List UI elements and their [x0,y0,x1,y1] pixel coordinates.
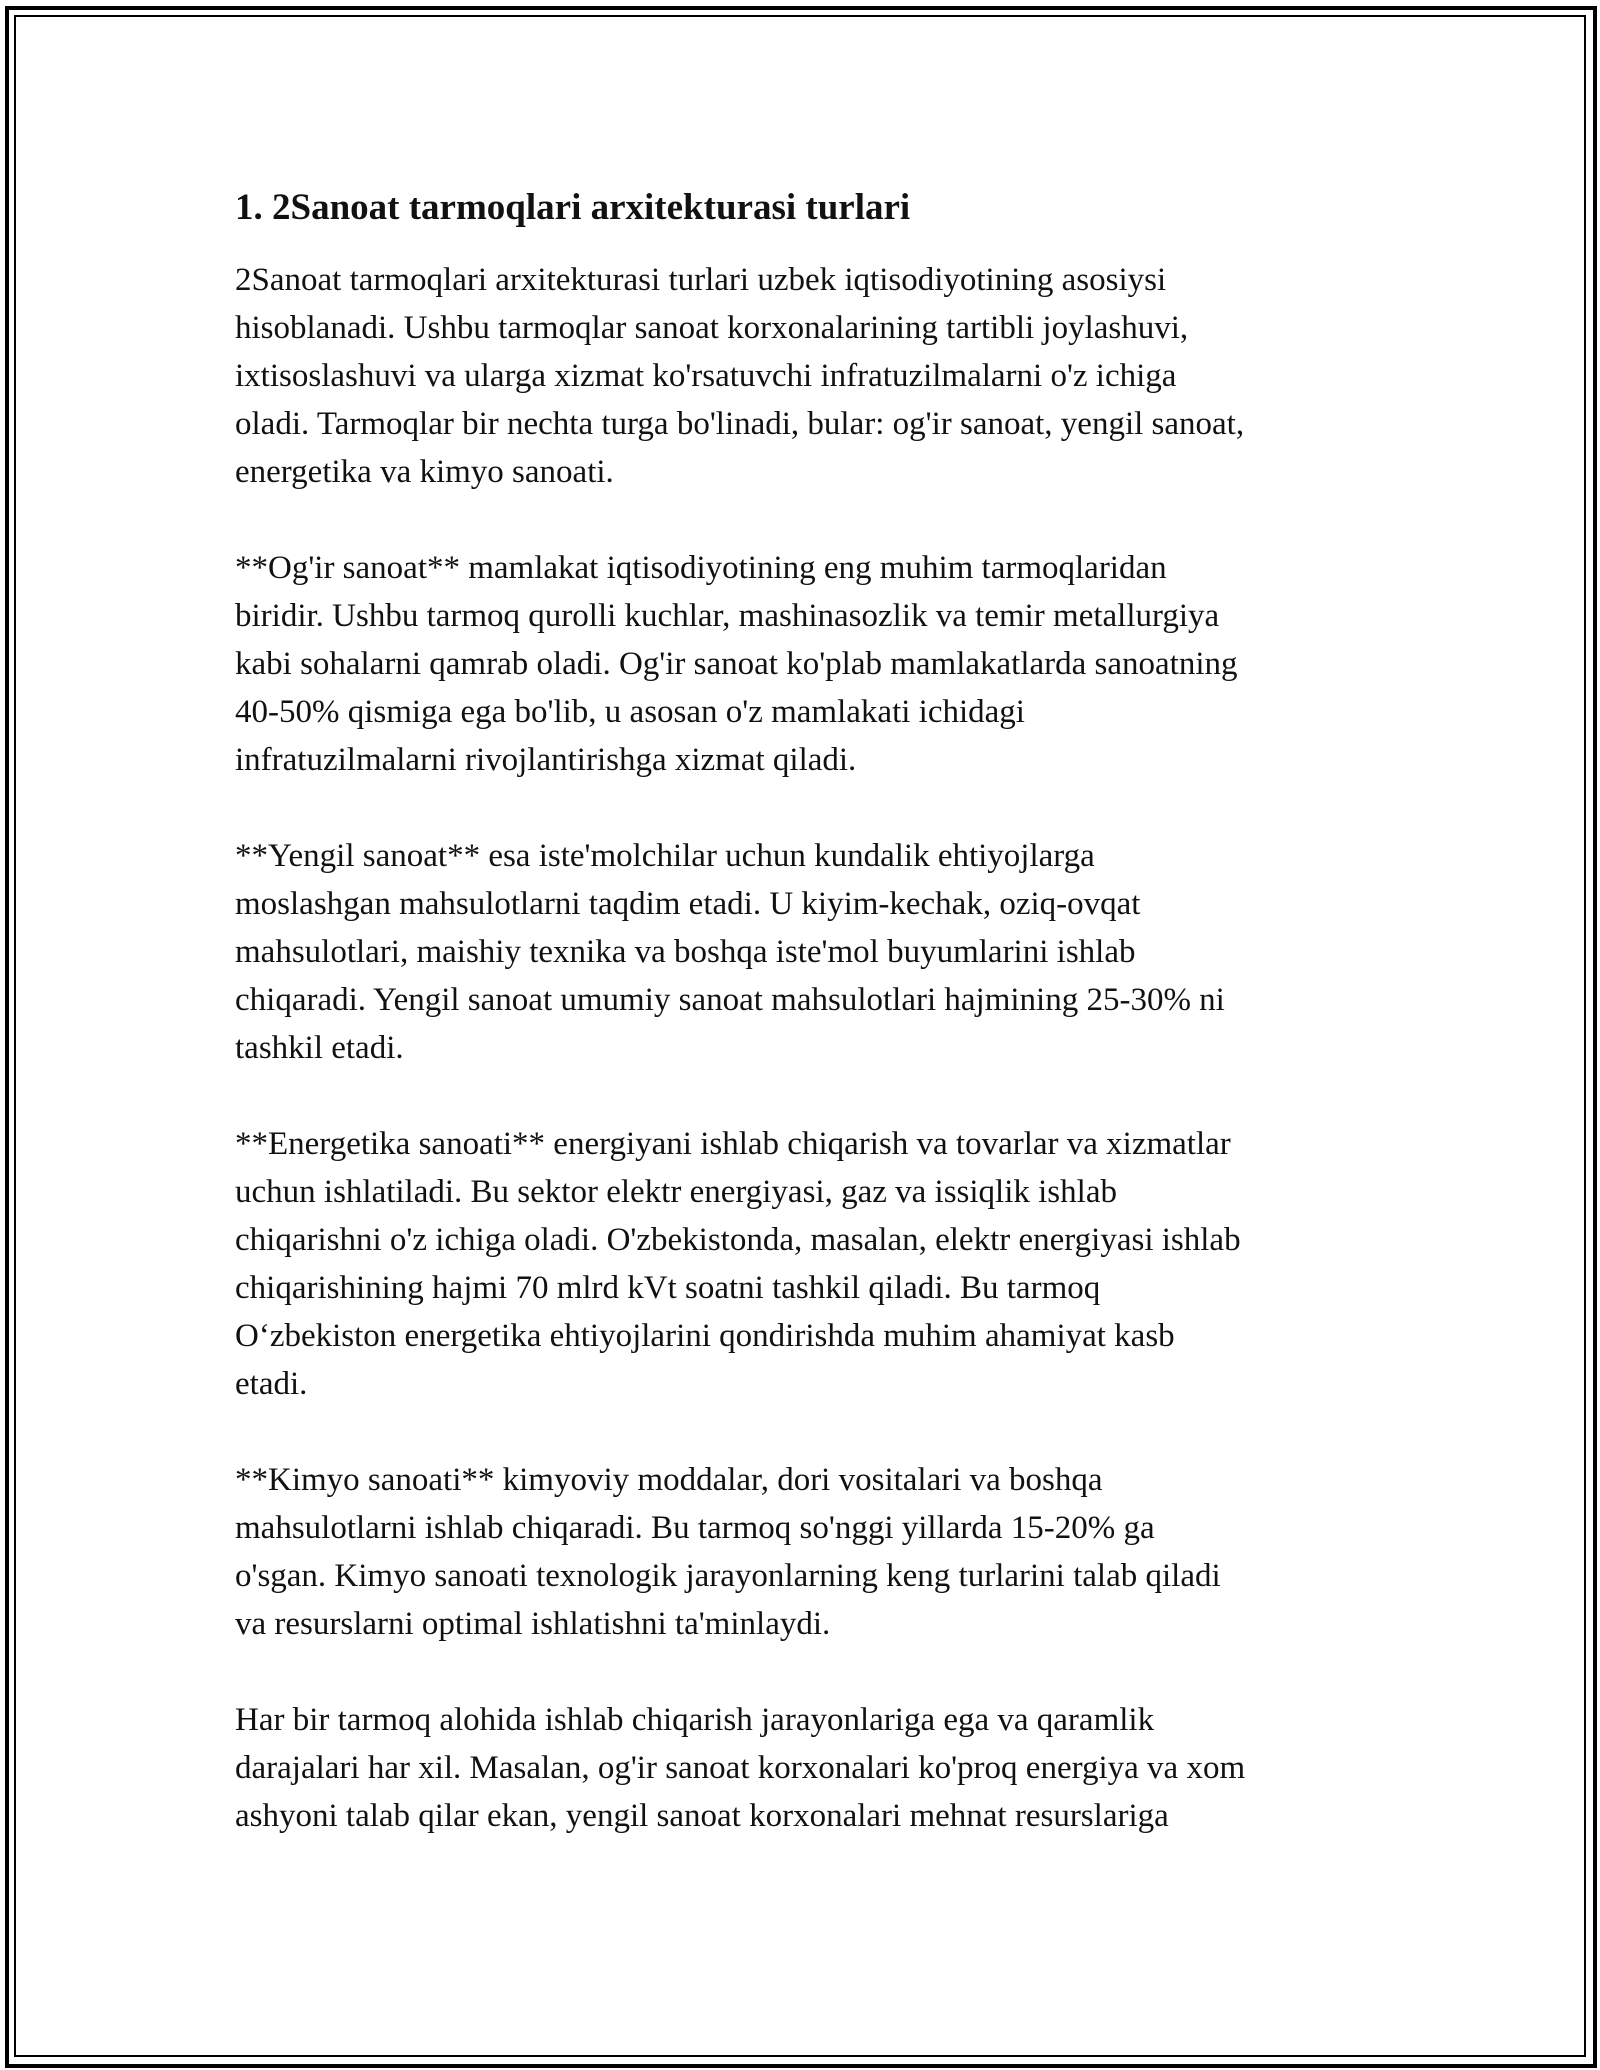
paragraph-line: uchun ishlatiladi. Bu sektor elektr energiyasi, gaz va issiqlik ishlab [235,1174,1117,1210]
paragraph-line: O‘zbekiston energetika ehtiyojlarini qondirishda muhim ahamiyat kasb [235,1318,1175,1354]
paragraph-line: chiqaradi. Yengil sanoat umumiy sanoat mahsulotlari hajmining 25-30% ni [235,982,1225,1018]
paragraph-line: tashkil etadi. [235,1030,404,1066]
paragraph-line: **Kimyo sanoati** kimyoviy moddalar, dori vositalari va boshqa [235,1462,1103,1498]
paragraph-line: **Yengil sanoat** esa iste'molchilar uchun kundalik ehtiyojlarga [235,838,1095,874]
paragraph-energy-industry [235,1120,1415,1408]
paragraph-line: energetika va kimyo sanoati. [235,454,614,490]
paragraph-line: **Og'ir sanoat** mamlakat iqtisodiyotining eng muhim tarmoqlaridan [235,550,1167,586]
paragraph-line: kabi sohalarni qamrab oladi. Og'ir sanoat ko'plab mamlakatlarda sanoatning [235,646,1238,682]
paragraph-line: darajalari har xil. Masalan, og'ir sanoat korxonalari ko'proq energiya va xom [235,1750,1246,1786]
paragraph-line: chiqarishining hajmi 70 mlrd kVt soatni tashkil qiladi. Bu tarmoq [235,1270,1101,1306]
paragraph-intro [235,256,1415,496]
paragraph-line: mahsulotlari, maishiy texnika va boshqa iste'mol buyumlarini ishlab [235,934,1136,970]
paragraph-line: Har bir tarmoq alohida ishlab chiqarish jarayonlariga ega va qaramlik [235,1702,1155,1738]
paragraph-line: oladi. Tarmoqlar bir nechta turga bo'linadi, bular: og'ir sanoat, yengil sanoat, [235,406,1245,442]
document-body [235,184,1415,1888]
paragraph-line: etadi. [235,1366,308,1402]
paragraph-line: chiqarishni o'z ichiga oladi. O'zbekistonda, masalan, elektr energiyasi ishlab [235,1222,1241,1258]
paragraph-line: ixtisoslashuvi va ularga xizmat ko'rsatuvchi infratuzilmalarni o'z ichiga [235,358,1177,394]
paragraph-heavy-industry [235,544,1415,784]
paragraph-conclusion [235,1696,1415,1840]
paragraph-line: biridir. Ushbu tarmoq qurolli kuchlar, mashinasozlik va temir metallurgiya [235,598,1220,634]
section-heading: 1. 2Sanoat tarmoqlari arxitekturasi turlari [235,187,911,228]
paragraph-line: 40-50% qismiga ega bo'lib, u asosan o'z mamlakati ichidagi [235,694,1025,730]
paragraph-line: o'sgan. Kimyo sanoati texnologik jarayonlarning keng turlarini talab qiladi [235,1558,1221,1594]
paragraph-chemical-industry [235,1456,1415,1648]
paragraph-light-industry [235,832,1415,1072]
paragraph-line: ashyoni talab qilar ekan, yengil sanoat korxonalari mehnat resurslariga [235,1798,1169,1834]
paragraph-line: va resurslarni optimal ishlatishni ta'minlaydi. [235,1606,831,1642]
paragraph-line: 2Sanoat tarmoqlari arxitekturasi turlari uzbek iqtisodiyotining asosiysi [235,262,1167,298]
paragraph-line: **Energetika sanoati** energiyani ishlab chiqarish va tovarlar va xizmatlar [235,1126,1231,1162]
paragraph-line: mahsulotlarni ishlab chiqaradi. Bu tarmoq so'nggi yillarda 15-20% ga [235,1510,1155,1546]
paragraph-line: moslashgan mahsulotlarni taqdim etadi. U kiyim-kechak, oziq-ovqat [235,886,1141,922]
paragraph-line: hisoblanadi. Ushbu tarmoqlar sanoat korxonalarining tartibli joylashuvi, [235,310,1189,346]
paragraph-line: infratuzilmalarni rivojlantirishga xizmat qiladi. [235,742,857,778]
